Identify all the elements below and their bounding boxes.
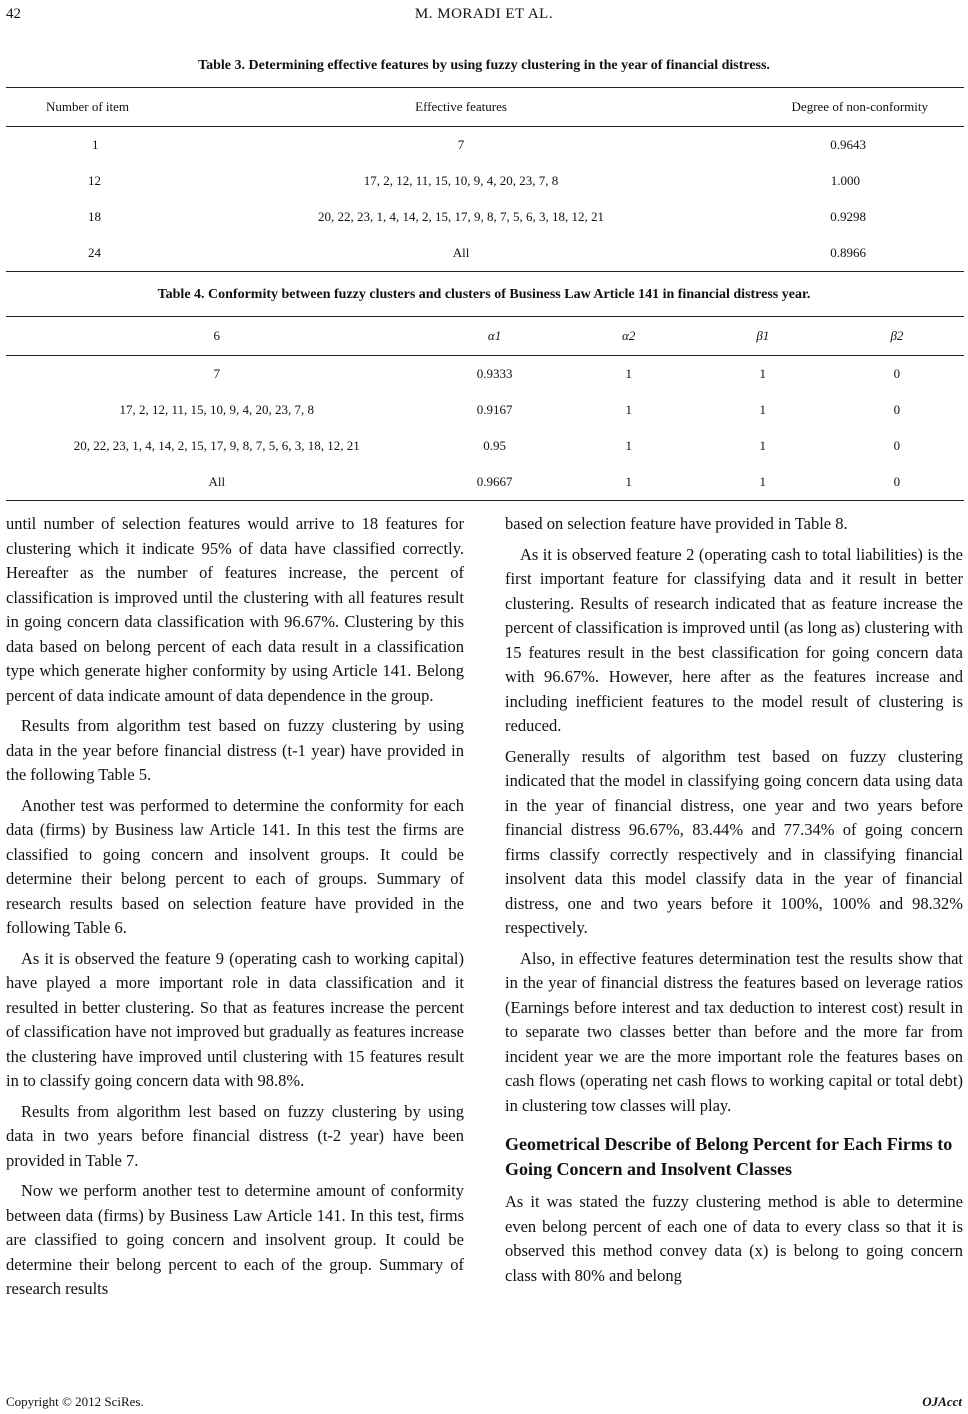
table-cell: 1 — [625, 366, 632, 381]
running-title: M. MORADI ET AL. — [414, 6, 554, 22]
table-row — [6, 127, 964, 164]
table-cell: 1 — [92, 137, 99, 152]
table-cell: 1 — [625, 438, 632, 453]
table-cell: 0.9167 — [476, 402, 513, 417]
table-row — [6, 235, 964, 272]
table-cell: All — [246, 235, 677, 272]
body-paragraph: As it is observed the feature 9 (operating cash to working capital) have played a more important role in data classification and it resulted in better clustering. So that as features increase the percent of classification have not improved but gradually as features increase the clustering have improved until clustering with 15 features result in to classify going concern data with 98.8%. — [6, 948, 464, 1090]
table-cell: All — [6, 464, 428, 501]
table4-header-label: α1 — [487, 328, 502, 343]
table-row — [6, 392, 964, 428]
table-row — [6, 464, 964, 501]
table-cell: 1 — [625, 402, 632, 417]
body-paragraph: Generally results of algorithm test based on fuzzy clustering indicated that the model in classifying going concern data using data in the year of financial distress, one year and two years before financial distress 96.67%, 83.44% and 77.34% of going concern firms classify correctly respectively and in classifying financial insolvent data this model classify data in the year of financial distress, one and two years before it 100%, 100% and 98.32% respectively. — [505, 746, 963, 937]
body-paragraph: As it was stated the fuzzy clustering method is able to determine even belong percent of each one of data to every class so that it is observed this method convey data (x) is belong to going concern class with 80% and belong — [505, 1192, 963, 1285]
table4-header-row — [6, 317, 964, 356]
table-cell: 0.9643 — [830, 137, 866, 152]
body-paragraph: Results from algorithm test based on fuzzy clustering by using data in the year before financial distress (t-1 year) have provided in the following Table 5. — [6, 716, 464, 784]
table4-header-cell — [562, 317, 696, 356]
table4-caption: Table 4. Conformity between fuzzy clusters and clusters of Business Law Article 141 in financial distress year. — [157, 287, 811, 302]
table-cell: 0 — [893, 438, 901, 453]
journal-footer: OJAcct — [922, 1394, 962, 1409]
table3-header-row — [6, 88, 964, 127]
table4 — [6, 316, 964, 501]
table-cell: 0.8966 — [677, 235, 964, 272]
table-row — [6, 356, 964, 393]
right-column — [505, 512, 963, 1294]
table4-header-cell — [428, 317, 562, 356]
table-cell: 7 — [457, 137, 465, 152]
table4-header-label: β1 — [756, 328, 770, 343]
table-cell: 0.9333 — [476, 366, 513, 381]
table4-header-label: β2 — [890, 328, 904, 343]
table-cell: 20, 22, 23, 1, 4, 14, 2, 15, 17, 9, 8, 7, 5, 6, 3, 18, 12, 21 — [318, 209, 605, 224]
table-cell: 17, 2, 12, 11, 15, 10, 9, 4, 20, 23, 7, 8 — [119, 402, 315, 417]
table3-header-cell: Number of item — [6, 88, 246, 127]
left-column — [6, 512, 464, 1308]
body-paragraph: Another test was performed to determine the conformity for each data (firms) by Business law Article 141. In this test the firms are classified to going concern and insolvent groups. It could be determine their belong percent to each of groups. Summary of research results based on selection feature have provided in the following Table 6. — [6, 795, 464, 937]
table-cell: 17, 2, 12, 11, 15, 10, 9, 4, 20, 23, 7, 8 — [363, 173, 559, 188]
table-row — [6, 199, 964, 235]
table4-header-label: α2 — [622, 328, 636, 343]
table-cell: 0.95 — [483, 438, 506, 453]
section-heading: Geometrical Describe of Belong Percent for Each Firms to Going Concern and Insolvent Classes — [505, 1134, 953, 1179]
table-cell: 24 — [6, 235, 246, 272]
table-cell: 0 — [893, 402, 901, 417]
table-cell: 1 — [696, 464, 830, 501]
table-cell: 0.9298 — [830, 209, 866, 224]
table-row — [6, 163, 964, 199]
table3-header-cell: Effective features — [246, 88, 677, 127]
table-cell: 20, 22, 23, 1, 4, 14, 2, 15, 17, 9, 8, 7, 5, 6, 3, 18, 12, 21 — [73, 438, 360, 453]
table3 — [6, 87, 964, 272]
table4-header-cell — [830, 317, 964, 356]
body-paragraph: based on selection feature have provided in Table 8. — [505, 514, 848, 533]
table-cell: 0.9667 — [428, 464, 562, 501]
table-cell: 0 — [830, 464, 964, 501]
table-cell: 1 — [562, 464, 696, 501]
body-paragraph: Also, in effective features determination test the results show that in the year of financial distress the features based on leverage ratios (Earnings before interest and tax deduction to interest cost) result in to separate two classes better than before and the more far from incident year we are the more important role the features bases on cash flows (operating net cash flows to working capital or total debt) in clustering tow classes will play. — [505, 948, 963, 1115]
table-cell: 7 — [213, 366, 221, 381]
copyright-footer: Copyright © 2012 SciRes. — [6, 1394, 144, 1409]
table-cell: 18 — [88, 209, 101, 224]
table-cell: 0 — [893, 366, 901, 381]
table-cell: 12 — [88, 173, 101, 188]
table-cell: 1 — [759, 438, 767, 453]
table3-header-cell: Degree of non-conformity — [677, 88, 964, 127]
table-cell: 1 — [759, 366, 767, 381]
page-number: 42 — [6, 6, 21, 22]
table3-caption: Table 3. Determining effective features by using fuzzy clustering in the year of financial distress. — [198, 58, 770, 73]
body-paragraph: until number of selection features would arrive to 18 features for clustering which it indicate 95% of data have classified correctly. Hereafter as the number of features increase, the percent of classification is improved until the clustering with all features result in going concern data classification with 96.67%. Clustering by this data based on belong percent of each data result in a classification type which generate higher conformity by using Article 141. Belong percent of data indicate amount of data dependence in the group. — [6, 514, 464, 705]
body-paragraph: As it is observed feature 2 (operating cash to total liabilities) is the first important feature for classifying data and it result in better clustering. Results of research indicated that as feature increase the percent of classification is improved until (as long as) clustering with 15 features result in the best classification for going concern data with 96.67%. However, here after as the features increase and including inefficient features to the model result of clustering is reduced. — [505, 544, 963, 735]
body-paragraph: Results from algorithm lest based on fuzzy clustering by using data in two years before financial distress (t-2 year) have been provided in Table 7. — [6, 1101, 464, 1170]
table4-header-cell — [696, 317, 830, 356]
table-cell: 1 — [759, 402, 767, 417]
table-row — [6, 428, 964, 464]
body-paragraph: Now we perform another test to determine amount of conformity between data (firms) by Business Law Article 141. In this test, firms are classified to going concern and insolvent group. It could be determine their belong percent to each of the group. Summary of research results — [6, 1181, 464, 1298]
table4-header-cell: 6 — [6, 317, 428, 356]
table-cell: 1.000 — [830, 173, 860, 188]
